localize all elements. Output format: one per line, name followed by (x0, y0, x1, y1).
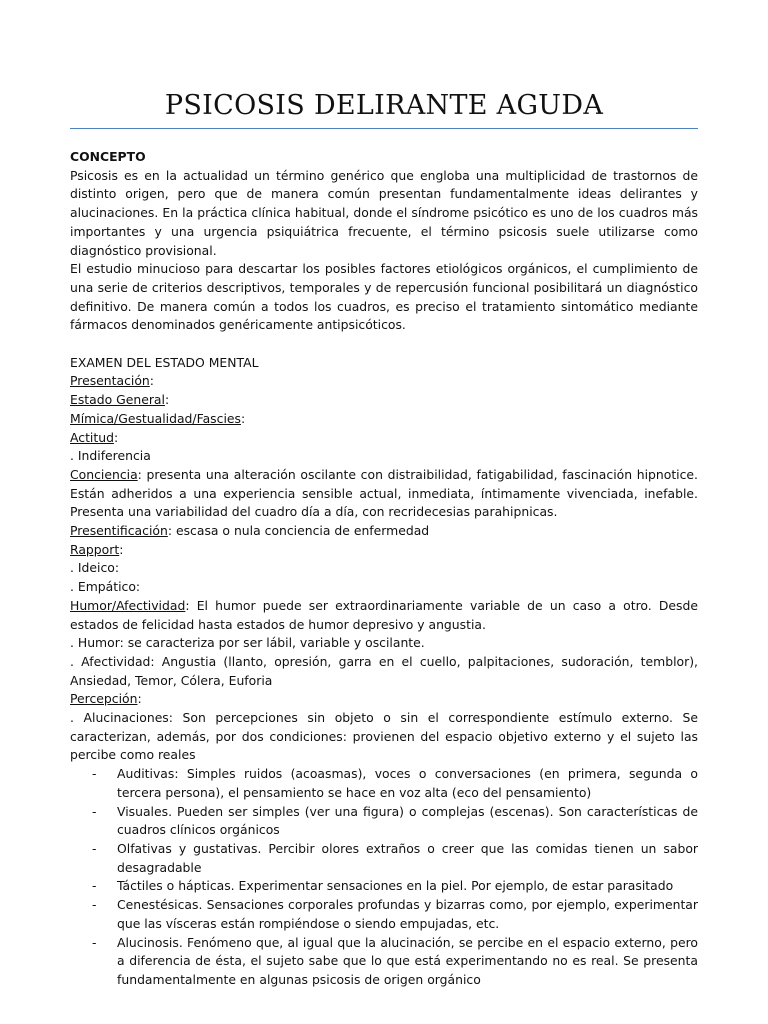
list-item: - Auditivas: Simples ruidos (acoasmas), voces o conversaciones (en primera, segunda o tercera persona), el pensamiento se hace en voz alta (eco del pensamiento) (92, 766, 698, 800)
item-alucinaciones: . Alucinaciones: Son percepciones sin objeto o sin el correspondiente estímulo externo. Se caracterizan, además, por dos condiciones: provienen del espacio objetivo externo y el sujeto las percibe como reales (70, 710, 698, 763)
list-item: - Olfativas y gustativas. Percibir olores extraños o creer que las comidas tienen un sabor desagradable (92, 841, 698, 875)
field-label: Estado General (70, 392, 165, 408)
list-item: - Cenestésicas. Sensaciones corporales profundas y bizarras como, por ejemplo, experimentar que las vísceras están rompiéndose o siendo empujadas, etc. (92, 897, 698, 931)
field-label: Percepción (70, 691, 138, 707)
field-text: : escasa o nula conciencia de enfermedad (167, 523, 430, 539)
item-humor: . Humor: se caracteriza por ser lábil, variable y oscilante. (70, 635, 425, 651)
list-item: - Alucinosis. Fenómeno que, al igual que la alucinación, se percibe en el espacio externo, pero a diferencia de ésta, el sujeto sabe que lo que está experimentando no es real. Se presenta fundamentalmente en algunas psicosis de origen orgánico (92, 934, 698, 987)
section-heading-concepto: CONCEPTO (70, 149, 146, 164)
document-title: PSICOSIS DELIRANTE AGUDA (164, 90, 604, 121)
field-percepcion: Percepción: (70, 691, 142, 707)
field-label: Presentación (70, 373, 150, 389)
field-humor (70, 597, 698, 634)
item-empatico: . Empático: (70, 579, 141, 595)
field-label: Actitud (70, 429, 114, 445)
concepto-paragraph-2: El estudio minucioso para descartar los posibles factores etiológicos orgánicos, el cumplimiento de una serie de criterios descriptivos, temporales y de repercusión funcional posibilitará un diagnóstico definitivo. De manera común a todos los cuadros, es preciso el tratamiento sintomático mediante fármacos denominados genéricamente antipsicóticos. (70, 261, 698, 333)
field-presentificacion (70, 522, 698, 541)
list-item: - Táctiles o hápticas. Experimentar sensaciones en la piel. Por ejemplo, de estar parasitado (92, 878, 674, 894)
field-text: : presenta una alteración oscilante con distraibilidad, fatigabilidad, fascinación hipnotice. Están adheridos a una experiencia sensible actual, inmediata, íntimamente vivenciada, inefable. Presenta una variabilidad del cuadro día a día, con recridecesias parahipnicas. (70, 466, 698, 520)
field-text: : El humor puede ser extraordinariamente variable de un caso a otro. Desde estados de felicidad hasta estados de humor depresivo y angustia. (70, 597, 698, 632)
field-label: Rapport (70, 541, 120, 557)
field-estado-general: Estado General: (70, 392, 170, 408)
item-ideico: . Ideico: (70, 560, 120, 576)
document-body (70, 148, 698, 990)
list-item: - Visuales. Pueden ser simples (ver una figura) o complejas (escenas). Son características de cuadros clínicos orgánicos (92, 803, 698, 838)
field-presentacion: Presentación: (70, 373, 154, 389)
field-conciencia (70, 466, 698, 522)
field-label: Humor/Afectividad (70, 597, 186, 613)
item-afectividad: . Afectividad: Angustia (llanto, opresión, garra en el cuello, palpitaciones, sudoración, temblor), Ansiedad, Temor, Cólera, Euforia (70, 653, 698, 688)
blank-line (70, 335, 698, 354)
field-label: Presentificación (70, 523, 168, 539)
field-label: Mímica/Gestualidad/Fascies (70, 410, 241, 426)
field-mimica: Mímica/Gestualidad/Fascies: (70, 410, 246, 426)
item-indiferencia: . Indiferencia (70, 448, 151, 464)
title-divider (70, 128, 698, 129)
field-rapport: Rapport: (70, 541, 124, 557)
section-heading-examen: EXAMEN DEL ESTADO MENTAL (70, 354, 259, 370)
hallucination-types-list (70, 765, 698, 989)
field-label: Conciencia (70, 466, 138, 482)
concepto-paragraph-1: Psicosis es en la actualidad un término genérico que engloba una multiplicidad de trastornos de distinto origen, pero que de manera común presentan fundamentalmente ideas delirantes y alucinaciones. En la práctica clínica habitual, donde el síndrome psicótico es uno de los cuadros más importantes y una urgencia psiquiátrica frecuente, el término psicosis suele utilizarse como diagnóstico provisional. (70, 167, 698, 258)
field-actitud: Actitud: (70, 429, 119, 445)
